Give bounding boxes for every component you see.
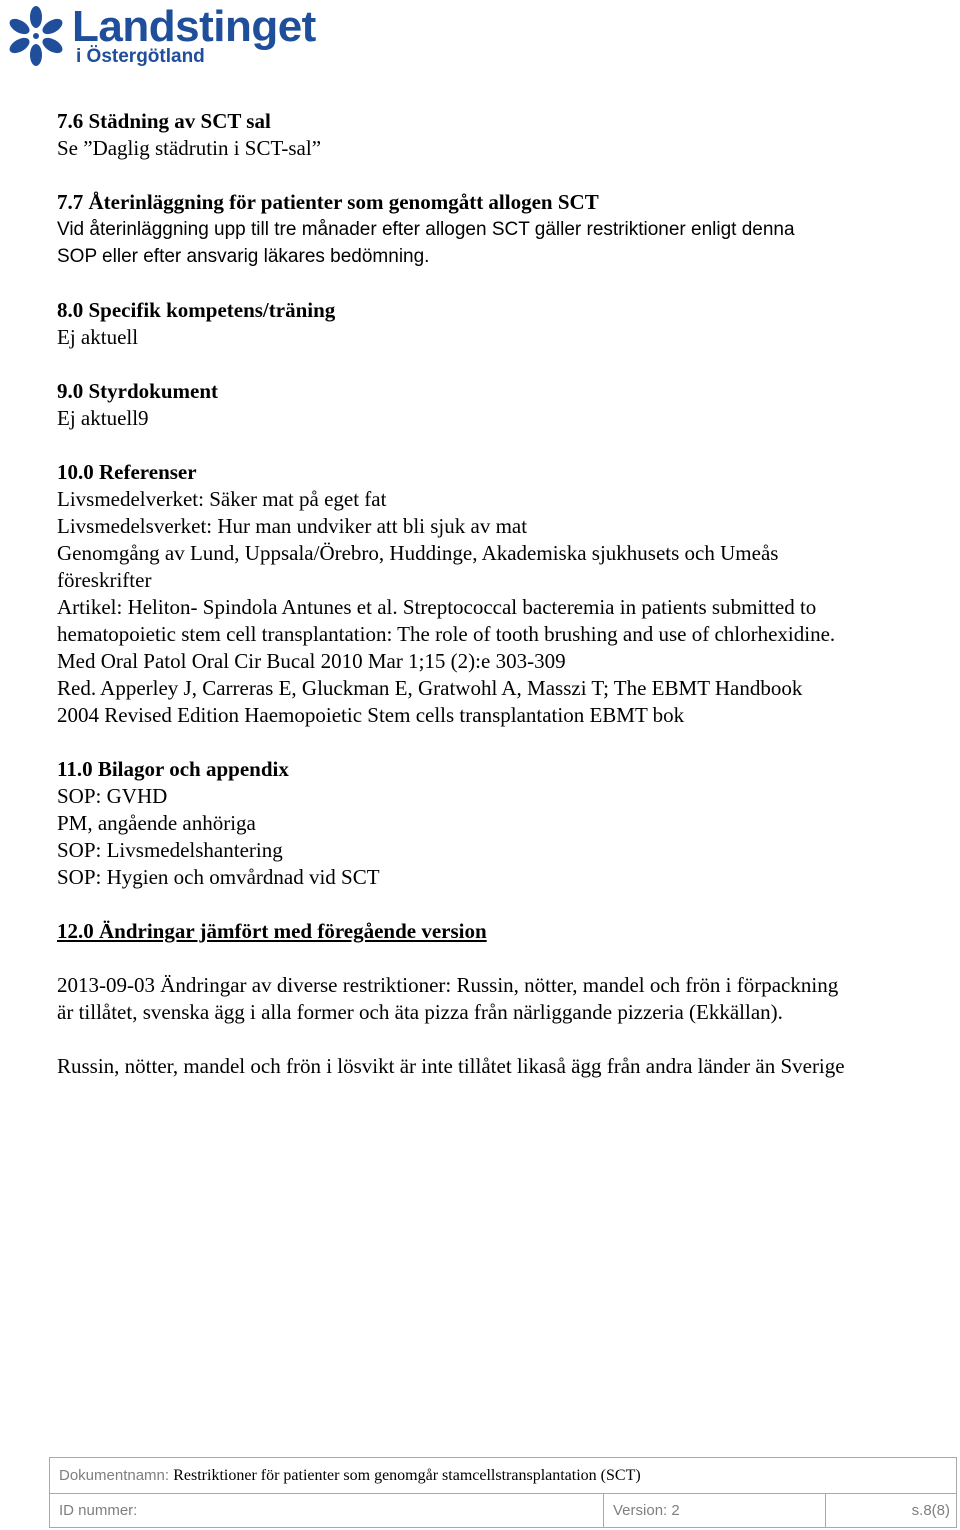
footer-meta-row [50, 1494, 956, 1528]
text-line: Se ”Daglig städrutin i SCT-sal” [57, 136, 322, 160]
reference-line: Med Oral Patol Oral Cir Bucal 2010 Mar 1;15 (2):e 303-309 [57, 649, 566, 673]
doc-name-value: Restriktioner för patienter som genomgår stamcellstransplantation (SCT) [173, 1467, 641, 1484]
reference-line: Livsmedelverket: Säker mat på eget fat [57, 487, 387, 511]
logo-name: Landstinget [72, 2, 316, 51]
appendix-item: SOP: Hygien och omvårdnad vid SCT [57, 865, 380, 889]
heading-9-0: 9.0 Styrdokument [57, 379, 219, 403]
text-line: Ej aktuell9 [57, 406, 149, 430]
id-label: ID nummer: [59, 1502, 138, 1519]
heading-8-0: 8.0 Specifik kompetens/träning [57, 298, 336, 322]
change-note: Russin, nötter, mandel och frön i lösvikt är inte tillåtet likaså ägg från andra länder än Sverige [57, 1054, 845, 1078]
text-line: Vid återinläggning upp till tre månader efter allogen SCT gäller restriktioner enligt denna [57, 219, 795, 240]
reference-line: 2004 Revised Edition Haemopoietic Stem cells transplantation EBMT bok [57, 703, 685, 727]
appendix-item: SOP: GVHD [57, 784, 168, 808]
heading-12-0: 12.0 Ändringar jämfört med föregående version [57, 919, 487, 943]
reference-line: hematopoietic stem cell transplantation: The role of tooth brushing and use of chlorhexidine. [57, 622, 836, 646]
heading-10-0: 10.0 Referenser [57, 460, 197, 484]
doc-name-label: Dokumentnamn: [59, 1467, 170, 1484]
text-line: Ej aktuell [57, 325, 139, 349]
reference-line: Livsmedelsverket: Hur man undviker att bli sjuk av mat [57, 514, 528, 538]
reference-line: Genomgång av Lund, Uppsala/Örebro, Huddinge, Akademiska sjukhusets och Umeås [57, 541, 779, 565]
appendix-item: PM, angående anhöriga [57, 811, 256, 835]
reference-line: föreskrifter [57, 568, 152, 592]
footer-docname-row [50, 1458, 956, 1494]
page-number: s.8(8) [911, 1502, 950, 1519]
change-line: är tillåtet, svenska ägg i alla former och äta pizza från närliggande pizzeria (Ekkällan). [57, 1000, 783, 1024]
change-line: 2013-09-03 Ändringar av diverse restriktioner: Russin, nötter, mandel och frön i förpackning [57, 973, 839, 997]
reference-line: Red. Apperley J, Carreras E, Gluckman E, Gratwohl A, Masszi T; The EBMT Handbook [57, 676, 803, 700]
document-body [57, 108, 947, 1080]
logo-subname: i Östergötland [76, 46, 205, 67]
heading-7-6: 7.6 Städning av SCT sal [57, 109, 271, 133]
document-footer [49, 1457, 957, 1528]
logo [4, 2, 316, 74]
heading-11-0: 11.0 Bilagor och appendix [57, 757, 289, 781]
version-label: Version: 2 [613, 1502, 680, 1519]
reference-line: Artikel: Heliton- Spindola Antunes et al. Streptococcal bacteremia in patients submitted to [57, 595, 817, 619]
text-line: SOP eller efter ansvarig läkares bedömning. [57, 246, 430, 267]
snowflake-logo-icon [4, 4, 68, 68]
heading-7-7: 7.7 Återinläggning för patienter som genomgått allogen SCT [57, 190, 599, 214]
appendix-item: SOP: Livsmedelshantering [57, 838, 283, 862]
